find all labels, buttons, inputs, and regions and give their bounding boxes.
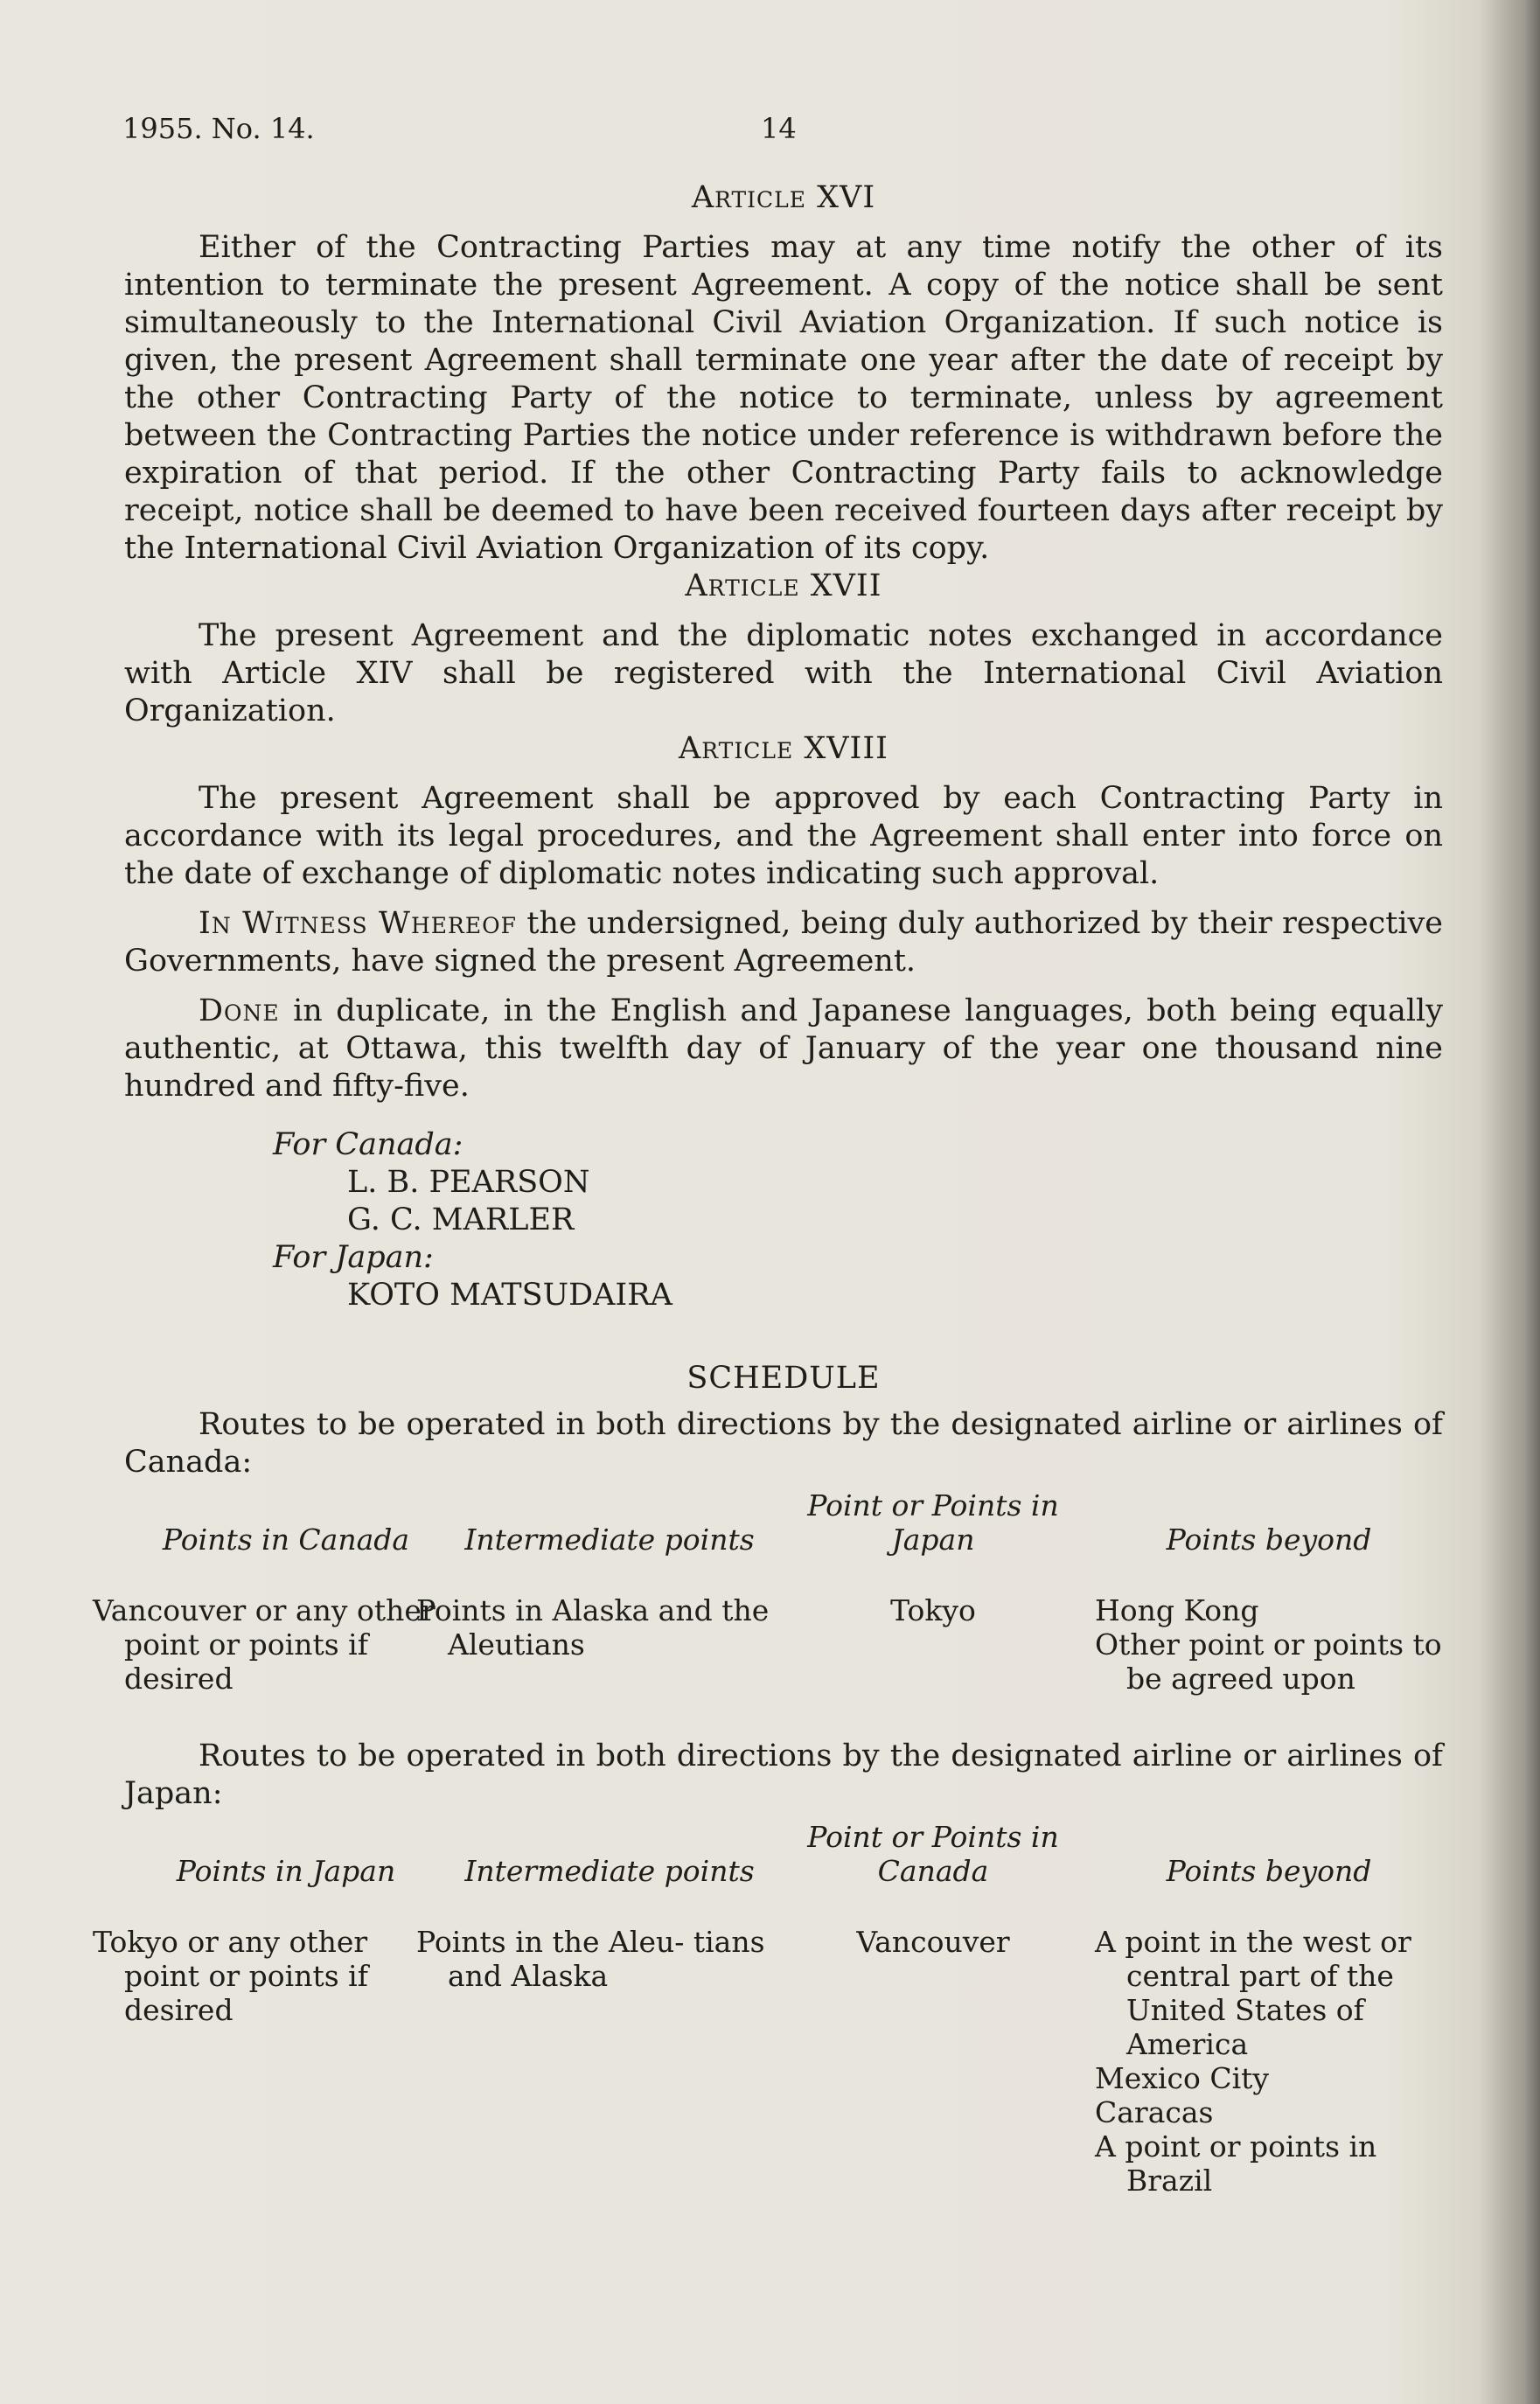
japan-routes-intro: Routes to be operated in both directions by the designated airline or airlines of Japan: — [124, 1739, 1443, 1811]
canada-signatory-name: L. B. PEARSON — [347, 1165, 590, 1200]
table-row — [124, 1925, 1443, 2198]
done-lead: Done — [199, 993, 280, 1028]
page-content — [93, 179, 1443, 2198]
table-header-row — [124, 1488, 1443, 1593]
beyond-point: A point or points in Brazil — [1095, 2129, 1377, 2198]
column-header: Point or Points in Canada — [807, 1820, 1059, 1888]
beyond-point: Other point or points to be agreed upon — [1095, 1627, 1442, 1696]
route-intermediate-cell: Points in the Aleu- tians and Alaska — [416, 1925, 765, 1993]
route-beyond-cell — [1095, 1925, 1443, 2198]
column-header: Points beyond — [1166, 1854, 1372, 1888]
done-paragraph — [124, 993, 1443, 1105]
route-destination-cell: Tokyo — [890, 1593, 976, 1627]
route-intermediate-cell: Points in Alaska and the Aleutians — [416, 1593, 770, 1662]
column-header: Points in Japan — [176, 1854, 396, 1888]
canada-routes-table — [93, 1488, 1443, 1696]
column-header: Point or Points in Japan — [807, 1488, 1059, 1557]
route-beyond-cell — [1095, 1593, 1443, 1696]
article-16-heading: Article XVI — [691, 180, 876, 215]
article-18-heading: Article XVIII — [679, 731, 888, 766]
japan-signatory-name: KOTO MATSUDAIRA — [347, 1278, 672, 1313]
article-17-heading: Article XVII — [685, 568, 882, 603]
route-origin-cell: Vancouver or any other point or points if desired — [93, 1593, 436, 1696]
route-origin-cell: Tokyo or any other point or points if desired — [93, 1925, 368, 2027]
column-header: Intermediate points — [464, 1523, 755, 1557]
witness-lead: In Witness Whereof — [199, 906, 517, 941]
done-text: in duplicate, in the English and Japanese languages, both being equally authentic, at Ottawa, this twelfth day of January of the year one thousand nine hundred and fifty-five. — [124, 993, 1443, 1104]
article-16-text: Either of the Contracting Parties may at any time notify the other of its intention to terminate the present Agreement. A copy of the notice shall be sent simultaneously to the International Civil Aviation Organization. If such notice is given, the present Agreement shall terminate one year after the date of receipt by the other Contracting Party of the notice to terminate, unless by agreement between the Contracting Parties the notice under reference is withdrawn before the expiration of that period. If the other Contracting Party fails to acknowledge receipt, notice shall be deemed to have been received fourteen days after receipt by the International Civil Aviation Organization of its copy. — [124, 230, 1443, 566]
japan-signatory-label: For Japan: — [273, 1240, 434, 1275]
beyond-point: Caracas — [1095, 2095, 1214, 2129]
canada-signatory-name: G. C. MARLER — [347, 1202, 575, 1237]
canada-signatory-label: For Canada: — [273, 1127, 463, 1162]
beyond-point: A point in the west or central part of the United States of America — [1095, 1925, 1411, 2061]
table-header-row — [124, 1820, 1443, 1925]
beyond-point: Mexico City — [1095, 2061, 1270, 2095]
article-17-text: The present Agreement and the diplomatic notes exchanged in accordance with Article XIV shall be registered with the International Civil Aviation Organization. — [124, 618, 1443, 728]
witness-text: the undersigned, being duly authorized by their respective Governments, have signed the present Agreement. — [124, 906, 1443, 979]
route-destination-cell: Vancouver — [856, 1925, 1010, 1959]
table-row — [124, 1593, 1443, 1696]
canada-routes-intro: Routes to be operated in both directions by the designated airline or airlines of Canada: — [124, 1407, 1443, 1480]
signature-block — [273, 1126, 1443, 1314]
column-header: Points in Canada — [162, 1523, 410, 1557]
japan-routes-table — [93, 1820, 1443, 2198]
beyond-point: Hong Kong — [1095, 1593, 1259, 1627]
column-header: Intermediate points — [464, 1854, 755, 1888]
article-18-text: The present Agreement shall be approved by each Contracting Party in accordance with its legal procedures, and the Agreement shall enter into force on the date of exchange of diplomatic notes indicating such approval. — [124, 781, 1443, 891]
page-number: 14 — [761, 112, 797, 145]
witness-paragraph — [124, 905, 1443, 980]
column-header: Points beyond — [1166, 1523, 1372, 1557]
schedule-title: SCHEDULE — [686, 1361, 881, 1396]
gazette-reference: 1955. No. 14. — [122, 112, 315, 145]
